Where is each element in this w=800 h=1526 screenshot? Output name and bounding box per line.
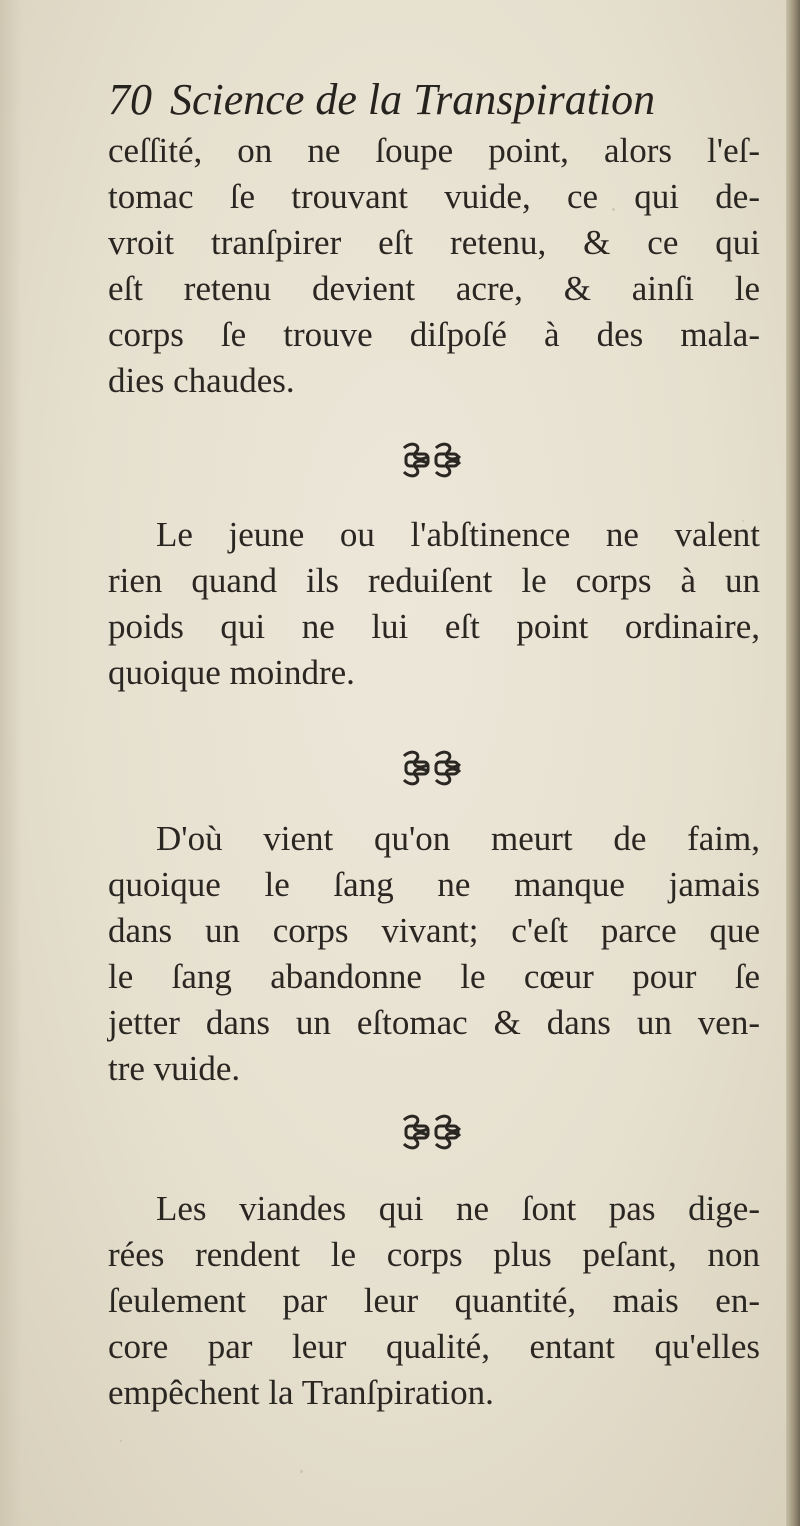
text-line: poids qui ne lui eſt point ordinaire, <box>108 607 760 646</box>
printers-ornament-icon <box>400 440 464 480</box>
text-line: eſt retenu devient acre, & ainſi le <box>108 269 760 308</box>
page-edge <box>786 0 800 1526</box>
text-line: dies chaudes. <box>108 361 295 400</box>
text-line: rées rendent le corps plus peſant, non <box>108 1235 760 1274</box>
printers-ornament-icon <box>400 748 464 788</box>
running-header <box>108 70 758 130</box>
printers-ornament-icon <box>400 1112 464 1152</box>
text-line: quoique moindre. <box>108 653 355 692</box>
text-line: Le jeune ou l'abſtinence ne valent <box>156 515 760 554</box>
paragraph-3 <box>108 816 760 1092</box>
running-title: Science de la Transpiration <box>170 75 656 124</box>
text-line: le ſang abandonne le cœur pour ſe <box>108 957 760 996</box>
text-line: tomac ſe trouvant vuide, ce qui de- <box>108 177 760 216</box>
page-number: 70 <box>108 75 152 124</box>
text-line: empêchent la Tranſpiration. <box>108 1373 494 1412</box>
text-line: vroit tranſpirer eſt retenu, & ce qui <box>108 223 760 262</box>
text-line: quoique le ſang ne manque jamais <box>108 865 760 904</box>
text-line: corps ſe trouve diſpoſé à des mala- <box>108 315 760 354</box>
text-line: D'où vient qu'on meurt de faim, <box>156 819 760 858</box>
text-line: rien quand ils reduiſent le corps à un <box>108 561 760 600</box>
text-line: ſeulement par leur quantité, mais en- <box>108 1281 760 1320</box>
text-line: ceſſité, on ne ſoupe point, alors l'eſ- <box>108 131 760 170</box>
text-line: core par leur qualité, entant qu'elles <box>108 1327 760 1366</box>
text-line: dans un corps vivant; c'eſt parce que <box>108 911 760 950</box>
text-line: jetter dans un eſtomac & dans un ven- <box>108 1003 760 1042</box>
paragraph-1 <box>108 128 760 404</box>
paragraph-2 <box>108 512 760 696</box>
page-gutter-shade <box>0 0 22 1526</box>
paragraph-4 <box>108 1186 760 1416</box>
text-line: tre vuide. <box>108 1049 241 1088</box>
text-line: Les viandes qui ne ſont pas dige- <box>156 1189 760 1228</box>
